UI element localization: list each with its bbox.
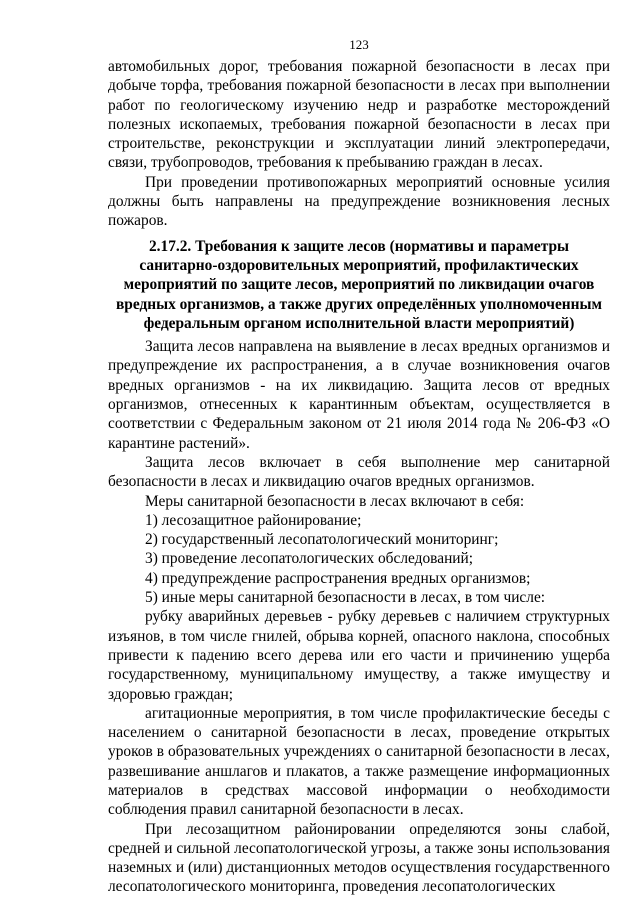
section-heading: 2.17.2. Требования к защите лесов (нормативы и параметры санитарно-оздоровительных мероприятий, профилактических мероприятий по защите лесов, мероприятий по ликвидации очагов вредных организмов, а также других определённых уполномоченным федеральным органом исполнительной власти мероприятий) [115,237,603,332]
paragraphs-before [108,57,610,231]
list-item: 3) проведение лесопатологических обследований; [145,550,474,568]
document-body [108,57,610,897]
paragraph: Защита лесов включает в себя выполнение мер санитарной безопасности в лесах и ликвидацию очагов вредных организмов. [108,453,610,491]
paragraph: Меры санитарной безопасности в лесах включают в себя: [145,492,525,510]
paragraph: автомобильных дорог, требования пожарной безопасности в лесах при добыче торфа, требования пожарной безопасности в лесах при выполнении работ по геологическому изучению недр и разработке месторождений полезных ископаемых, требования пожарной безопасности в лесах при строительстве, реконструкции и эксплуатации линий электропередачи, связи, трубопроводов, требования к пребыванию граждан в лесах. [108,58,610,172]
paragraph: агитационные мероприятия, в том числе профилактические беседы с населением о санитарной безопасности в лесах, проведение открытых уроков в образовательных учреждениях о санитарной безопасности в лесах, развешивание аншлагов и плакатов, а также размещение информационных материалов в средствах массовой информации о необходимости соблюдения правил санитарной безопасности в лесах. [108,704,610,819]
paragraph: Защита лесов направлена на выявление в лесах вредных организмов и предупреждение их распространения, а в случае возникновения очагов вредных организмов - на их ликвидацию. Защита лесов от вредных организмов, отнесенных к карантинным объектам, осуществляется в соответствии с Федеральным законом от 21 июля 2014 года № 206-ФЗ «О карантине растений». [108,338,610,452]
paragraph: При лесозащитном районировании определяются зоны слабой, средней и сильной лесопатологической угрозы, а также зоны использования наземных и (или) дистанционных методов осуществления государственного лесопатологического мониторинга, проведения лесопатологических [108,820,610,896]
list-item: 4) предупреждение распространения вредных организмов; [145,569,531,587]
list-item: 5) иные меры санитарной безопасности в лесах, в том числе: [145,589,546,607]
list-item: 2) государственный лесопатологический мониторинг; [145,531,499,549]
paragraph: рубку аварийных деревьев - рубку деревьев с наличием структурных изъянов, в том числе гнилей, обрыва корней, опасного наклона, способных привести к падению всего дерева или его части и причинению ущерба государственному, муниципальному имуществу, а также имуществу и здоровью граждан; [108,608,610,703]
paragraphs-after [108,337,610,897]
list-item: 1) лесозащитное районирование; [145,511,362,529]
paragraph: При проведении противопожарных мероприятий основные усилия должны быть направлены на предупреждение возникновения лесных пожаров. [108,173,610,230]
page-number: 123 [349,37,369,52]
